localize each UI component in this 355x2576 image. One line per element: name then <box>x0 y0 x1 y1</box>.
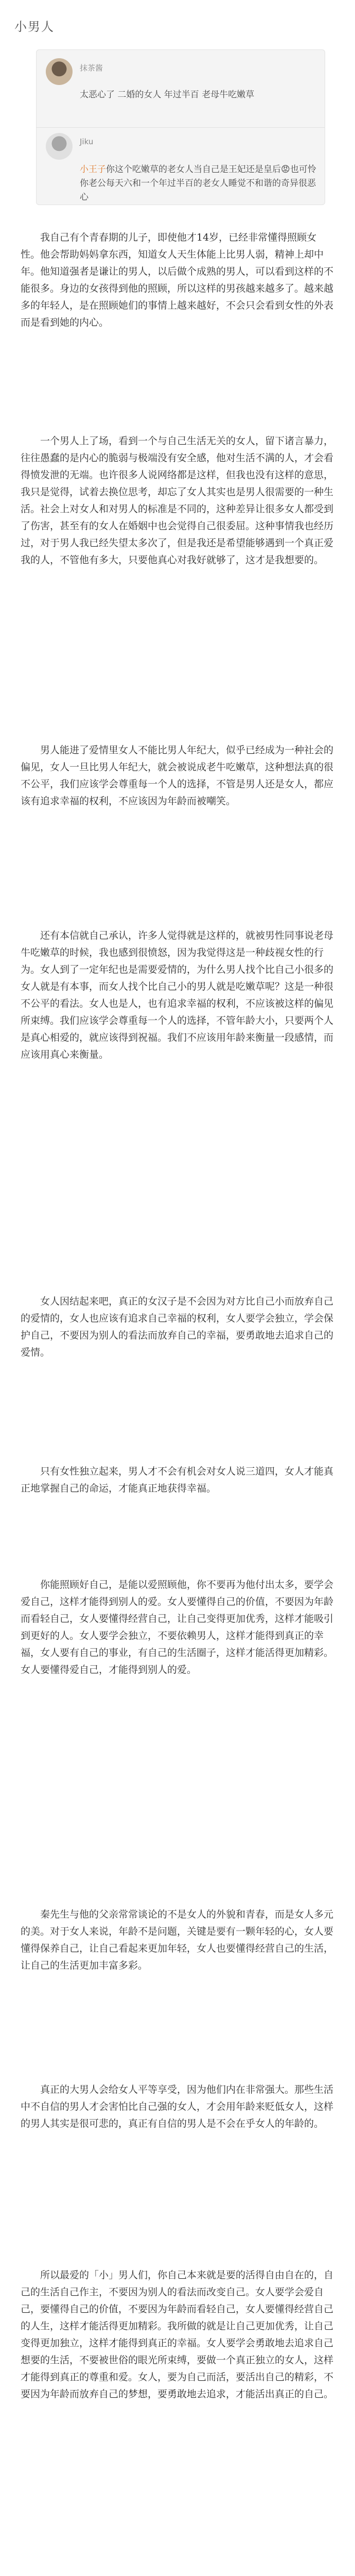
comment-username[interactable]: 抹茶酱 <box>80 63 103 73</box>
comment-text: 太恶心了 二婚的女人 年过半百 老母牛吃嫩草 <box>80 90 255 100</box>
page-title: 小男人 <box>14 20 55 34</box>
comment-post <box>37 127 325 200</box>
avatar[interactable] <box>46 133 73 160</box>
weibo-comment-card <box>36 49 325 205</box>
avatar[interactable] <box>46 58 73 85</box>
article-paragraph: 一个男人上了场，看到一个与自己生活无关的女人，留下诸言暴力，往往愚蠢的是内心的脆弱与极端没有安全感，他对生活不满的人，才会看得愤发泄的无端。也许很多人说网络都是这样，但我也没有这样的意思，我只是觉得，试着去换位思考，却忘了女人其实也是男人很需要的一种生活。社会上对女人和对男人的标准是不同的，这种差异让很多女人都受到了伤害，甚至有的女人在婚姻中也会觉得自己很委屈。这种事情我也经历过，对于男人我已经失望太多次了，但是我还是希望能够遇到一个真正爱我的人，不管他有多大，只要他真心对我好就够了，这才是我想要的。 <box>21 435 334 566</box>
article-paragraph: 只有女性独立起来，男人才不会有机会对女人说三道四，女人才能真正地掌握自己的命运，才能真正地获得幸福。 <box>21 1466 334 1494</box>
article-paragraph: 女人因结起来吧，真正的女汉子是不会因为对方比自己小而放弃自己的爱情的，女人也应该有追求自己幸福的权利，女人要学会独立，学会保护自己，不要因为别人的看法而放弃自己的幸福，要勇敢地去追求自己的爱情。 <box>21 1296 334 1358</box>
article-paragraph: 你能照顾好自己，是能以爱照顾他，你不要再为他付出太多，要学会爱自己，这样才能得到别人的爱。女人要懂得自己的价值，不要因为年龄而看轻自己，女人要懂得经营自己，让自己变得更加优秀，这样才能吸引到更好的人。女人要学会独立，不要依赖男人，这样才能得到真正的幸福，女人要有自己的事业，有自己的生活圈子，这样才能活得更加精彩。女人要懂得爱自己，才能得到别人的爱。 <box>21 1579 334 1675</box>
comment-username[interactable]: Jiku <box>80 137 94 146</box>
comment-text <box>80 163 316 205</box>
article-paragraph: 男人能进了爱情里女人不能比男人年纪大，似乎已经成为一种社会的偏见，女人一旦比男人年纪大，就会被说成老牛吃嫩草，这种想法真的很不公平，我们应该学会尊重每一个人的选择，不管是男人还是女人，都应该有追求幸福的权利，不应该因为年龄而被嘲笑。 <box>21 744 334 807</box>
article-paragraph: 所以最爱的「小」男人们，你自己本来就是要的活得自由自在的，自己的生活自己作主，不要因为别人的看法而改变自己。女人要学会爱自己，要懂得自己的价值，不要因为年龄而看轻自己，女人要懂得经营自己的人生，这样才能活得更加精彩。我所做的就是让自己更加优秀，让自己变得更加独立，这样才能得到真正的幸福。女人要学会勇敢地去追求自己想要的生活，不要被世俗的眼光所束缚，要做一个真正独立的女人，这样才能得到真正的尊重和爱。女人，要为自己而活，要活出自己的精彩，不要因为年龄而放弃自己的梦想，要勇敢地去追求，才能活出真正的自己。 <box>21 2269 334 2400</box>
article-paragraph: 我自己有个青春期的儿子，即使他才14岁，已经非常懂得照顾女性。他会帮助妈妈拿东西，知道女人天生体能上比男人弱，精神上却中年。他知道强者是谦让的男人，以后做个成熟的男人，可以看到这样的不能很多。身边的女孩得到他的照顾，所以这样的男孩越来越多了。越来越多的年轻人，是在照顾她们的事情上越来越好，不会只会看到女性的外表而是看到她的内心。 <box>21 232 334 328</box>
reply-mention[interactable]: 小王子 <box>80 164 106 175</box>
article-paragraph: 还有本信就自己承认，许多人觉得就是这样的，就被男性同事说老母牛吃嫩草的时候，我也感到很愤怒，因为我觉得这是一种歧视女性的行为。女人到了一定年纪也是需要爱情的，为什么男人找个比自己小很多的女人就是有本事，而女人找个比自己小的男人就是吃嫩草呢？这是一种很不公平的看法。女人也是人，也有追求幸福的权利，不应该被这样的偏见所束缚。我们应该学会尊重每一个人的选择，不管年龄大小，只要两个人是真心相爱的，就应该得到祝福。我们不应该用年龄来衡量一段感情，而应该用真心来衡量。 <box>21 930 334 1060</box>
comment-post <box>37 53 325 125</box>
comment-body: 你这个吃嫩草的老女人当自己是王妃还是皇后😡也可怜你老公每天六和一个年过半百的老女人睡觉不和谐的奇异很恶心 <box>80 164 316 202</box>
article-paragraph: 秦先生与他的父亲常常谈论的不是女人的外貌和青春，而是女人多元的美。对于女人来说，年龄不是问题，关键是要有一颗年轻的心，女人要懂得保养自己，让自己看起来更加年轻，女人也要懂得经营自己的生活，让自己的生活更加丰富多彩。 <box>21 1909 334 1971</box>
article-paragraph: 真正的大男人会给女人平等享受，因为他们内在非常强大。那些生活中不自信的男人才会害怕比自己强的女人，才会用年龄来贬低女人，这样的男人其实是很可悲的，真正有自信的男人是不会在乎女人的年龄的。 <box>21 2084 334 2129</box>
